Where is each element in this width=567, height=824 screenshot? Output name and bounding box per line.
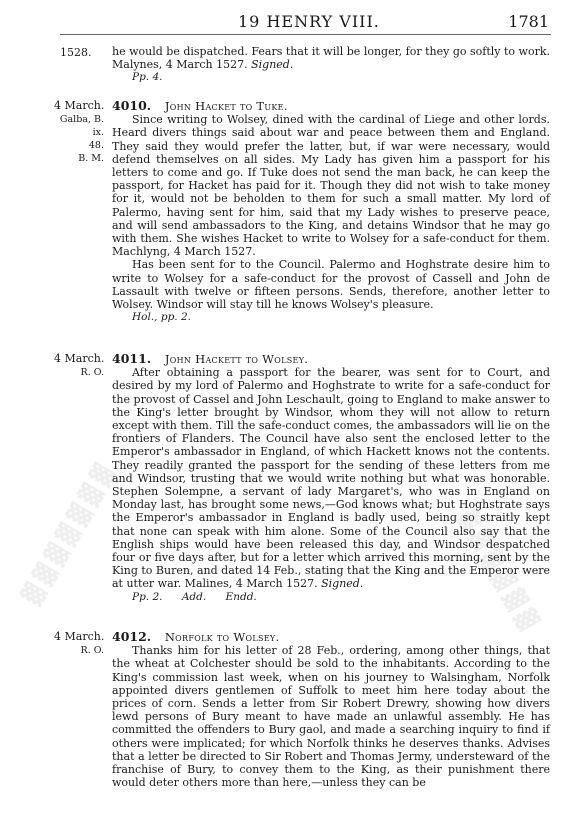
entry-4011 — [112, 352, 550, 604]
continuation-note-text: Pp. 4. — [132, 71, 163, 84]
entry-4010-ref-1: Galba, B. ix. — [59, 114, 104, 138]
running-title: 19 HENRY VIII. — [238, 12, 380, 31]
continuation-note — [132, 71, 550, 84]
entry-4011-title: John Hackett to Wolsey. — [164, 352, 309, 366]
entry-4010-ref-3: B. M. — [78, 153, 104, 164]
entry-4012-number: 4012. — [112, 629, 152, 644]
entry-4011-heading — [112, 352, 550, 366]
entry-4011-number: 4011. — [112, 351, 152, 366]
entry-4011-body: After obtaining a passport for the bearer, was sent for to Court, and desired by my lord of Palermo and Hoghstrate to write for a safe-conduct for the provost of Cassel and John Leschault, going to England to make answer to the King's letter brought by Windsor, whom they will not allow to return except with them. Till the safe-conduct comes, the ambassadors will lie on the frontiers of Flanders. The Council have also sent the enclosed letter to the Emperor's ambassador in England, of which Hackett knows not the contents. They readily granted the passport for the sending of these letters from me and Windsor, trusting that we would write nothing but what was honorable. Stephen Solempne, a servant of lady Margaret's, who was in England on Monday last, has brought some news,—God knows what; but Hoghstrate says the Emperor's ambassador in England is badly used, being so straitly kept that none can speak with him alone. Some of the Council also say that the English ships would have been released this day, and Windsor despatched four or five days after, but for a letter which arrived this morning, sent by the King to Buren, and dated 14 Feb., stating that the King and the Emperor were at utter war. Malines, 4 March 1527. — [112, 366, 550, 591]
entry-4012-paragraph-1: Thanks him for his letter of 28 Feb., ordering, among other things, that the wheat at Colchester should be sold to the inhabitants. According to the King's commission last week, when on his journey to Walsingham, Norfolk appointed divers gentlemen of Suffolk to meet him here today about the prices of corn. Sends a letter from Sir Robert Drewry, showing how divers lewd persons of Bury meant to have made an unlawful assembly. He has committed the offenders to Bury gaol, and made a searching inquiry to find if others were implicated; for which Norfolk thinks he deserves thanks. Advises that a letter be directed to Sir Robert and Thomas Jermy, understeward of the franchise of Bury, to convey them to the King, as their punishment there would deter others more than here,—unless they can be — [112, 644, 550, 790]
entry-4012 — [112, 630, 550, 789]
entry-4010-note-text: Hol., pp. 2. — [132, 311, 191, 324]
entry-4011-ref-1: R. O. — [80, 367, 104, 378]
entry-4011-note — [132, 591, 550, 604]
watermark-left: ▓▓▓▓▓▓▓ — [19, 456, 122, 609]
entry-4011-signed: Signed. — [321, 577, 364, 591]
page-number: 1781 — [508, 12, 549, 31]
entry-4011-note-3: Endd. — [225, 590, 257, 603]
entry-4012-title: Norfolk to Wolsey. — [164, 630, 280, 644]
entry-4010-margin — [54, 99, 110, 165]
continuation-text — [112, 45, 550, 71]
entry-4012-heading — [112, 630, 550, 644]
entry-4010-paragraph-1: Since writing to Wolsey, dined with the cardinal of Liege and other lords. Heard divers things said about war and peace between them and England. They said they would prefer the latter, but, if war were necessary, would defend themselves on all sides. My Lady has given him a passport for his letters to come and go. If Tuke does not send the man back, he can keep the passport, for Hacket has paid for it. Though they did not wish to take money for it, would not be beholden to them for such a small matter. My lord of Palermo, having sent for him, said that my Lady wishes to preserve peace, and will send ambassadors to the King, and detains Windsor that he may go with them. She wishes Hacket to write to Wolsey for a safe-conduct for them. Machlyng, 4 March 1527. — [112, 113, 550, 259]
year-marker: 1528. — [60, 46, 92, 59]
entry-4011-note-1: Pp. 2. — [132, 590, 163, 603]
entry-4010-heading — [112, 99, 550, 113]
entry-4010-date: 4 March. — [54, 99, 105, 112]
header-rule — [60, 34, 551, 35]
entry-4011-note-2: Add. — [181, 590, 207, 603]
entry-4010-title: John Hacket to Tuke. — [164, 99, 288, 113]
entry-4010-note — [132, 311, 550, 324]
entry-4011-date: 4 March. — [54, 352, 105, 365]
entry-4012-ref-1: R. O. — [80, 645, 104, 656]
entry-4010-paragraph-2: Has been sent for to the Council. Palermo and Hoghstrate desire him to write to Wolsey for a safe-conduct for the provost of Cassell and John de Lassault with twelve or fifteen persons. Sends, therefore, another letter to Wolsey. Windsor will stay till he knows Wolsey's pleasure. — [112, 258, 550, 312]
entry-4012-date: 4 March. — [54, 630, 105, 643]
entry-4011-margin — [54, 352, 110, 379]
continuation-body: he would be dispatched. Fears that it will be longer, for they go softly to work. Malynes, 4 March 1527. — [112, 45, 550, 72]
continuation-signed: Signed. — [251, 58, 294, 72]
entry-4010-number: 4010. — [112, 98, 152, 113]
entry-4010 — [112, 99, 550, 324]
entry-4011-paragraph-1 — [112, 366, 550, 590]
entry-4012-margin — [54, 630, 110, 657]
watermark-right: ▓▓▓▓▓▓ — [453, 506, 544, 639]
continuation-block — [112, 45, 550, 85]
entry-4010-ref-2: 48. — [88, 140, 104, 151]
